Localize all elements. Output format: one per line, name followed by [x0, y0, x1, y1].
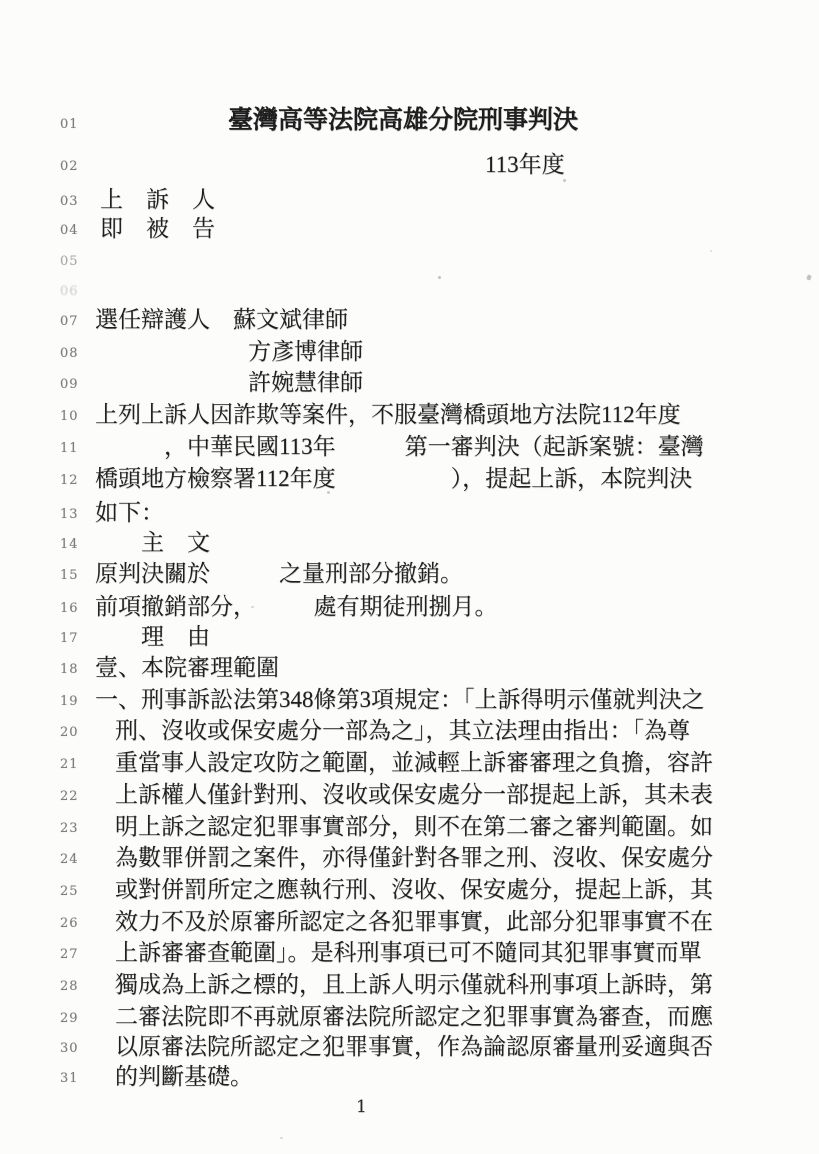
- line-text: 臺灣高等法院高雄分院刑事判決: [228, 107, 579, 134]
- line-text: 明上訴之認定犯罪事實部分，則不在第二審之審判範圍。如: [115, 814, 713, 839]
- line-text: 重當事人設定攻防之範圍，並減輕上訴審審理之負擔，容許: [115, 750, 713, 775]
- line-number: 24: [60, 852, 79, 867]
- line-number: 13: [60, 507, 79, 522]
- line-number: 21: [60, 757, 79, 772]
- scan-speck: [280, 1137, 283, 1139]
- line-number: 12: [60, 473, 79, 488]
- line-text: 許婉慧律師: [110, 370, 363, 395]
- line-text: 的判斷基礎。: [115, 1064, 253, 1089]
- line-number: 09: [60, 377, 79, 392]
- scan-speck: [327, 491, 330, 494]
- line-text: 二審法院即不再就原審法院所認定之犯罪事實為審查，而應: [115, 1004, 713, 1029]
- line-text: 為數罪併罰之案件，亦得僅針對各罪之刑、沒收、保安處分: [115, 845, 713, 870]
- line-number: 17: [60, 631, 79, 646]
- line-text: 或對併罰所定之應執行刑、沒收、保安處分，提起上訴，其: [115, 877, 713, 902]
- line-text: 前項撤銷部分， 處有期徒刑捌月。: [95, 594, 498, 619]
- line-number: 03: [60, 194, 79, 209]
- line-text: 原判決關於 之量刑部分撤銷。: [95, 561, 463, 586]
- line-number: 30: [60, 1041, 79, 1056]
- line-text: 以原審法院所認定之犯罪事實，作為論認原審量刑妥適與否: [115, 1034, 713, 1059]
- line-number: 22: [60, 789, 79, 804]
- line-number: 07: [60, 314, 79, 329]
- line-number: 28: [60, 979, 79, 994]
- line-number: 06: [60, 284, 79, 299]
- line-number: 29: [60, 1011, 79, 1026]
- scan-speck: [251, 606, 254, 608]
- page-number: 1: [356, 1097, 367, 1117]
- line-text: 壹、本院審理範圍: [95, 655, 279, 680]
- scan-speck: [563, 179, 566, 182]
- line-number: 04: [60, 223, 79, 238]
- line-text: 上訴審審查範圍」。是科刑事項已可不隨同其犯罪事實而單: [115, 940, 702, 965]
- line-number: 15: [60, 568, 79, 583]
- line-text: 選任辯護人 蘇文斌律師: [95, 307, 348, 332]
- line-text: 上列上訴人因詐欺等案件，不服臺灣橋頭地方法院112年度: [95, 402, 681, 427]
- line-number: 19: [60, 694, 79, 709]
- line-number: 20: [60, 725, 79, 740]
- line-number: 14: [60, 537, 79, 552]
- line-number: 08: [60, 346, 79, 361]
- line-text: 刑、沒收或保安處分一部為之」，其立法理由指出：「為尊: [115, 718, 690, 743]
- line-text: 如下：: [95, 500, 164, 525]
- line-number: 02: [60, 159, 79, 174]
- line-text: 上 訴 人: [100, 187, 215, 212]
- line-number: 26: [60, 916, 79, 931]
- line-number: 23: [60, 821, 79, 836]
- line-number: 11: [60, 441, 79, 456]
- line-text: 效力不及於原審所認定之各犯罪事實，此部分犯罪事實不在: [115, 909, 713, 934]
- line-text: 即 被 告: [100, 216, 215, 241]
- line-number: 05: [60, 254, 79, 269]
- line-text: 橋頭地方檢察署112年度 ），提起上訴，本院判決: [95, 466, 693, 491]
- scan-speck: [438, 276, 441, 279]
- line-number: 16: [60, 601, 79, 616]
- line-text: 理 由: [95, 624, 210, 649]
- line-number: 18: [60, 662, 79, 677]
- line-text: ，中華民國113年 第一審判決（起訴案號：臺灣: [95, 434, 704, 459]
- line-number: 10: [60, 409, 79, 424]
- line-text: 上訴權人僅針對刑、沒收或保安處分一部提起上訴，其未表: [115, 782, 713, 807]
- line-number: 31: [60, 1071, 79, 1086]
- scan-speck: [710, 250, 712, 252]
- line-number: 01: [60, 117, 79, 132]
- line-text: 113年度: [485, 152, 565, 177]
- line-text: 獨成為上訴之標的，且上訴人明示僅就科刑事項上訴時，第: [115, 972, 713, 997]
- scan-speck: [806, 274, 811, 280]
- line-text: 主 文: [95, 530, 210, 555]
- line-number: 27: [60, 947, 79, 962]
- line-number: 25: [60, 884, 79, 899]
- line-text: 方彥博律師: [110, 339, 363, 364]
- line-text: 一、刑事訴訟法第348條第3項規定：「上訴得明示僅就判決之: [95, 687, 705, 712]
